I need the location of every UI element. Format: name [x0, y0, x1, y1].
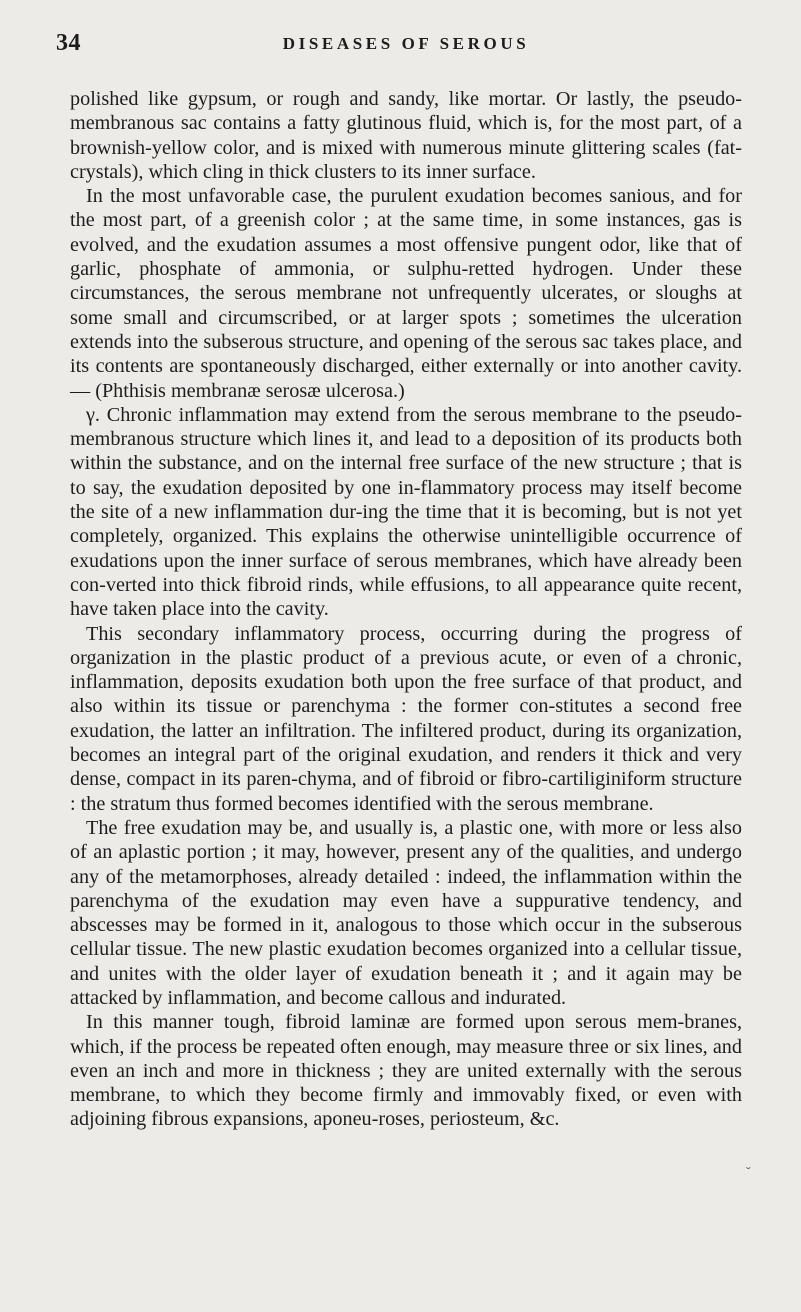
paragraph: This secondary inflammatory process, occurring during the progress of organization in the plastic product of a previous acute, or even of a chronic, inflammation, deposits exudation both upon the free surface of that product, and also within its tissue or parenchyma : the former con-stitutes a second free exudation, the latter an infiltration. The infiltered product, during its organization, becomes an integral part of the original exudation, and renders it thick and very dense, compact in its paren-chyma, and of fibroid or fibro-cartiliginiform structure : the stratum thus formed becomes identified with the serous membrane.	[70, 622, 742, 815]
margin-tick-mark: ˬ	[746, 1155, 751, 1170]
page-header	[56, 30, 756, 60]
page-number: 34	[56, 30, 81, 56]
paragraph: polished like gypsum, or rough and sandy, like mortar. Or lastly, the pseudo-membranous sac contains a fatty glutinous fluid, which is, for the most part, of a brownish-yellow color, and is mixed with numerous minute glittering scales (fat-crystals), which cling in thick clusters to its inner surface.	[70, 88, 742, 183]
running-title: DISEASES OF SEROUS	[282, 34, 530, 53]
paragraph: In the most unfavorable case, the purulent exudation becomes sanious, and for the most part, of a greenish color ; at the same time, in some instances, gas is evolved, and the exudation assumes a most offensive pungent odor, like that of garlic, phosphate of ammonia, or sulphu-retted hydrogen. Under these circumstances, the serous membrane not unfrequently ulcerates, or sloughs at some small and circumscribed, or at larger spots ; sometimes the ulceration extends into the subserous structure, and opening of the serous sac takes place, and its contents are spontaneously discharged, either externally or into another cavity.— (Phthisis membranæ serosæ ulcerosa.)	[70, 185, 742, 402]
paragraph: The free exudation may be, and usually is, a plastic one, with more or less also of an aplastic portion ; it may, however, present any of the qualities, and undergo any of the metamorphoses, already detailed : indeed, the inflammation within the parenchyma of the exudation may even have a suppurative tendency, and abscesses may be formed in it, analogous to those which occur in the subserous cellular tissue. The new plastic exudation becomes organized into a cellular tissue, and unites with the older layer of exudation beneath it ; and it again may be attacked by inflammation, and become callous and indurated.	[70, 816, 742, 1009]
paragraph: γ. Chronic inflammation may extend from the serous membrane to the pseudo-membranous structure which lines it, and lead to a deposition of its products both within the substance, and on the internal free surface of the new structure ; that is to say, the exudation deposited by one in-flammatory process may itself become the site of a new inflammation dur-ing the time that it is becoming, but is not yet completely, organized. This explains the otherwise unintelligible occurrence of exudations upon the inner surface of serous membranes, which have already been con-verted into thick fibroid rinds, while effusions, to all appearance quite recent, have taken place into the cavity.	[70, 403, 742, 621]
paragraph: In this manner tough, fibroid laminæ are formed upon serous mem-branes, which, if the process be repeated often enough, may measure three or six lines, and even an inch and more in thickness ; they are united externally with the serous membrane, to which they become firmly and immovably fixed, or even with adjoining fibrous expansions, aponeu-roses, periosteum, &c.	[70, 1011, 742, 1131]
body-text	[70, 87, 742, 1132]
